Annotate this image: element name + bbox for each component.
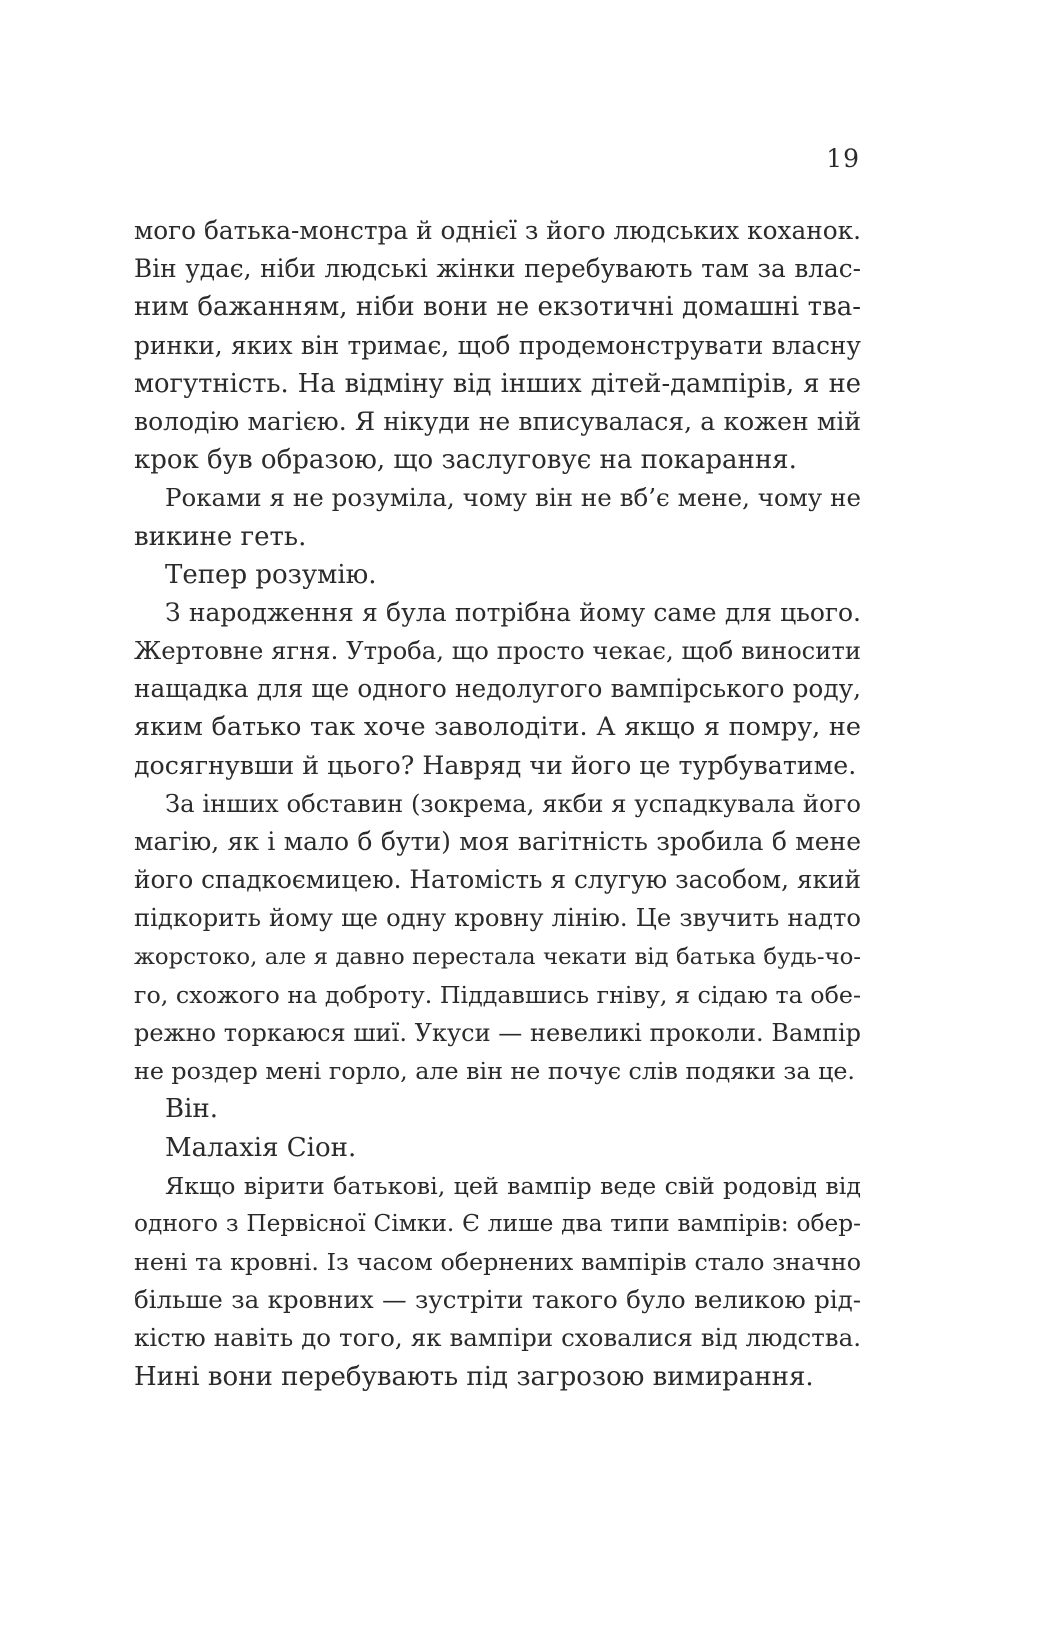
text-line: Він. — [165, 1094, 219, 1125]
text-line: кістю навіть до того, як вампіри сховалися від людства. — [134, 1323, 861, 1353]
text-line: го, схожого на доброту. Піддавшись гніву, я сідаю та обе- — [134, 980, 861, 1009]
text-line: не роздер мені горло, але він не почує слів подяки за це. — [134, 1057, 855, 1086]
text-line: З народження я була потрібна йому саме для цього. — [165, 597, 861, 627]
text-line: могутність. На відміну від інших дітей-дампірів, я не — [134, 368, 861, 399]
text-line: нащадка для ще одного недолугого вампірського роду, — [134, 674, 861, 704]
text-line: його спадкоємицею. Натомість я слугую засобом, який — [134, 865, 861, 895]
text-line: Малахія Сіон. — [165, 1132, 357, 1163]
body-text — [134, 212, 861, 1396]
text-line: Жертовне ягня. Утроба, що просто чекає, щоб виносити — [134, 636, 861, 666]
text-line: магію, як і мало б бути) моя вагітність зробила б мене — [134, 827, 861, 856]
text-line: мого батька-монстра й однієї з його людських коханок. — [134, 216, 861, 245]
text-line: Нині вони перебувають під загрозою вимирання. — [134, 1361, 814, 1392]
text-line: яким батько так хоче заволодіти. А якщо я помру, не — [134, 712, 861, 743]
text-line: володію магією. Я нікуди не вписувалася, а кожен мій — [134, 406, 861, 436]
text-line: Він удає, ніби людські жінки перебувають там за влас- — [134, 254, 861, 284]
text-line: одного з Первісної Сімки. Є лише два типи вампірів: обер- — [134, 1209, 861, 1237]
text-line: Тепер розумію. — [165, 559, 377, 590]
text-line: режно торкаюся шиї. Укуси — невеликі проколи. Вампір — [134, 1018, 861, 1047]
text-line: викине геть. — [134, 521, 307, 552]
text-line: ним бажанням, ніби вони не екзотичні домашні тва- — [134, 292, 861, 323]
text-line: крок був образою, що заслуговує на покарання. — [134, 445, 797, 476]
text-line: жорстоко, але я давно перестала чекати від батька будь-чо- — [134, 943, 861, 970]
page-number: 19 — [826, 144, 860, 173]
text-line: Роками я не розуміла, чому він не вб’є мене, чому не — [165, 483, 861, 513]
text-line: більше за кровних — зустріти такого було великою рід- — [134, 1285, 861, 1315]
text-line: За інших обставин (зокрема, якби я успадкувала його — [165, 788, 861, 818]
text-line: досягнувши й цього? Навряд чи його це турбуватиме. — [134, 750, 857, 780]
text-line: Якщо вірити батькові, цей вампір веде свій родовід від — [165, 1171, 861, 1200]
text-line: нені та кровні. Із часом обернених вампірів стало значно — [134, 1248, 861, 1277]
text-line: ринки, яких він тримає, щоб продемонструвати власну — [134, 330, 861, 360]
text-line: підкорить йому ще одну кровну лінію. Це звучить надто — [134, 903, 861, 933]
